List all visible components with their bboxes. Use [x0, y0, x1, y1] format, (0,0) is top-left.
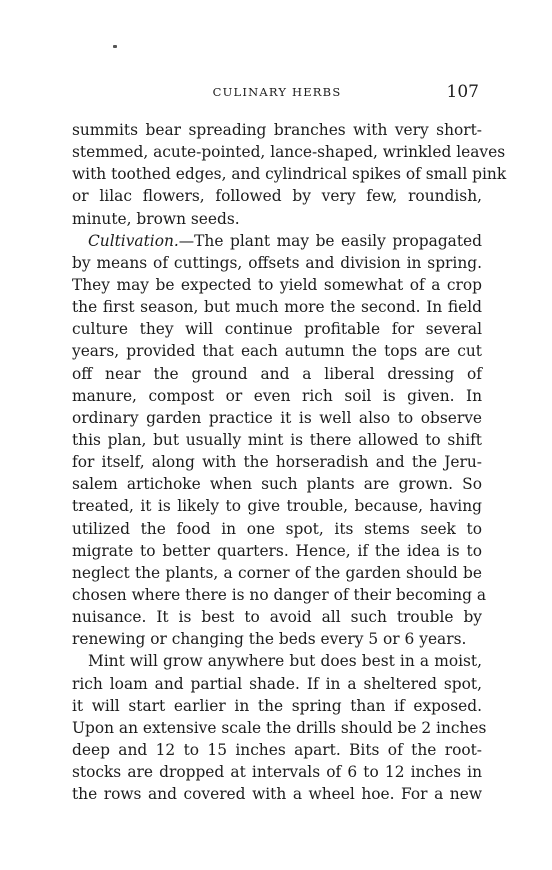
- text-line-content: this plan, but usually mint is there allowed to shift: [72, 430, 482, 449]
- text-line-content: summits bear spreading branches with very short-: [72, 121, 482, 139]
- text-line-content: neglect the plants, a corner of the garden should be: [72, 563, 482, 582]
- text-line: [72, 274, 482, 296]
- text-line-content: stocks are dropped at intervals of 6 to 12 inches in: [72, 763, 482, 782]
- text-line: [72, 252, 482, 274]
- text-line-content: —The plant may be easily propagated: [178, 231, 482, 250]
- text-line-content: migrate to better quarters. Hence, if the idea is to: [72, 541, 482, 560]
- text-line: [72, 318, 482, 340]
- text-line: [72, 518, 482, 540]
- text-line-content: or lilac flowers, followed by very few, roundish,: [72, 187, 482, 206]
- page-header: [72, 82, 482, 108]
- text-line-content: rich loam and partial shade. If in a sheltered spot,: [72, 674, 482, 693]
- text-line-content: off near the ground and a liberal dressing of: [72, 364, 482, 383]
- text-line-content: Upon an extensive scale the drills should be 2 inches: [72, 718, 487, 737]
- text-line: [72, 473, 482, 495]
- text-line: [72, 163, 507, 185]
- text-line: [72, 230, 482, 252]
- text-line: [72, 650, 482, 672]
- text-line: [72, 407, 482, 429]
- text-line: [72, 540, 482, 562]
- text-line-content: salem artichoke when such plants are grown. So: [72, 475, 482, 494]
- running-head: CULINARY HERBS: [212, 85, 342, 99]
- text-line: [72, 717, 487, 739]
- text-line-content: utilized the food in one spot, its stems seek to: [72, 519, 482, 538]
- body-text: [72, 119, 507, 805]
- text-line-content: the first season, but much more the second. In field: [72, 298, 482, 317]
- text-line: [72, 208, 482, 230]
- text-line: [72, 185, 482, 207]
- text-line-content: it will start earlier in the spring than if exposed.: [72, 696, 482, 715]
- text-line-content: the rows and covered with a wheel hoe. For a new: [72, 785, 482, 804]
- text-line-content: by means of cuttings, offsets and division in spring.: [72, 253, 482, 272]
- text-line: [72, 695, 482, 717]
- text-line-content: minute, brown seeds.: [72, 209, 240, 228]
- text-line-content: ordinary garden practice it is well also to observe: [72, 408, 482, 427]
- page-number: 107: [446, 82, 479, 102]
- text-line-content: They may be expected to yield somewhat of a crop: [72, 275, 482, 294]
- text-line-content: Mint will grow anywhere but does best in a moist,: [88, 652, 482, 671]
- text-line-content: treated, it is likely to give trouble, because, having: [72, 497, 482, 516]
- text-line-content: for itself, along with the horseradish and the Jeru-: [72, 453, 482, 472]
- text-line-content: stemmed, acute-pointed, lance-shaped, wrinkled leaves: [72, 143, 506, 162]
- text-line: [72, 340, 482, 362]
- text-line: [72, 141, 506, 163]
- text-line-content: renewing or changing the beds every 5 or 6 years.: [72, 630, 467, 649]
- text-line-content: nuisance. It is best to avoid all such trouble by: [72, 608, 482, 627]
- text-line: [72, 296, 482, 318]
- text-line: [72, 584, 487, 606]
- text-line: [72, 495, 482, 517]
- text-line-content: with toothed edges, and cylindrical spikes of small pink: [72, 165, 507, 184]
- text-line-content: manure, compost or even rich soil is given. In: [72, 386, 482, 405]
- text-line: [72, 673, 482, 695]
- text-line-content: chosen where there is no danger of their becoming a: [72, 585, 487, 604]
- text-line: [72, 119, 482, 141]
- text-line: [72, 429, 482, 451]
- text-line-content: years, provided that each autumn the tops are cut: [72, 342, 482, 361]
- text-line: [72, 606, 482, 628]
- text-line: [72, 385, 482, 407]
- text-line: [72, 783, 482, 805]
- text-line: [72, 363, 482, 385]
- text-line-content: culture they will continue profitable for several: [72, 320, 482, 339]
- section-heading-cultivation: Cultivation.: [88, 231, 179, 250]
- ink-speck: [113, 45, 117, 48]
- text-line: [72, 739, 482, 761]
- text-line: [72, 562, 482, 584]
- text-line: [72, 451, 482, 473]
- text-line-content: deep and 12 to 15 inches apart. Bits of the root-: [72, 740, 482, 759]
- text-line: [72, 761, 482, 783]
- text-line: [72, 628, 482, 650]
